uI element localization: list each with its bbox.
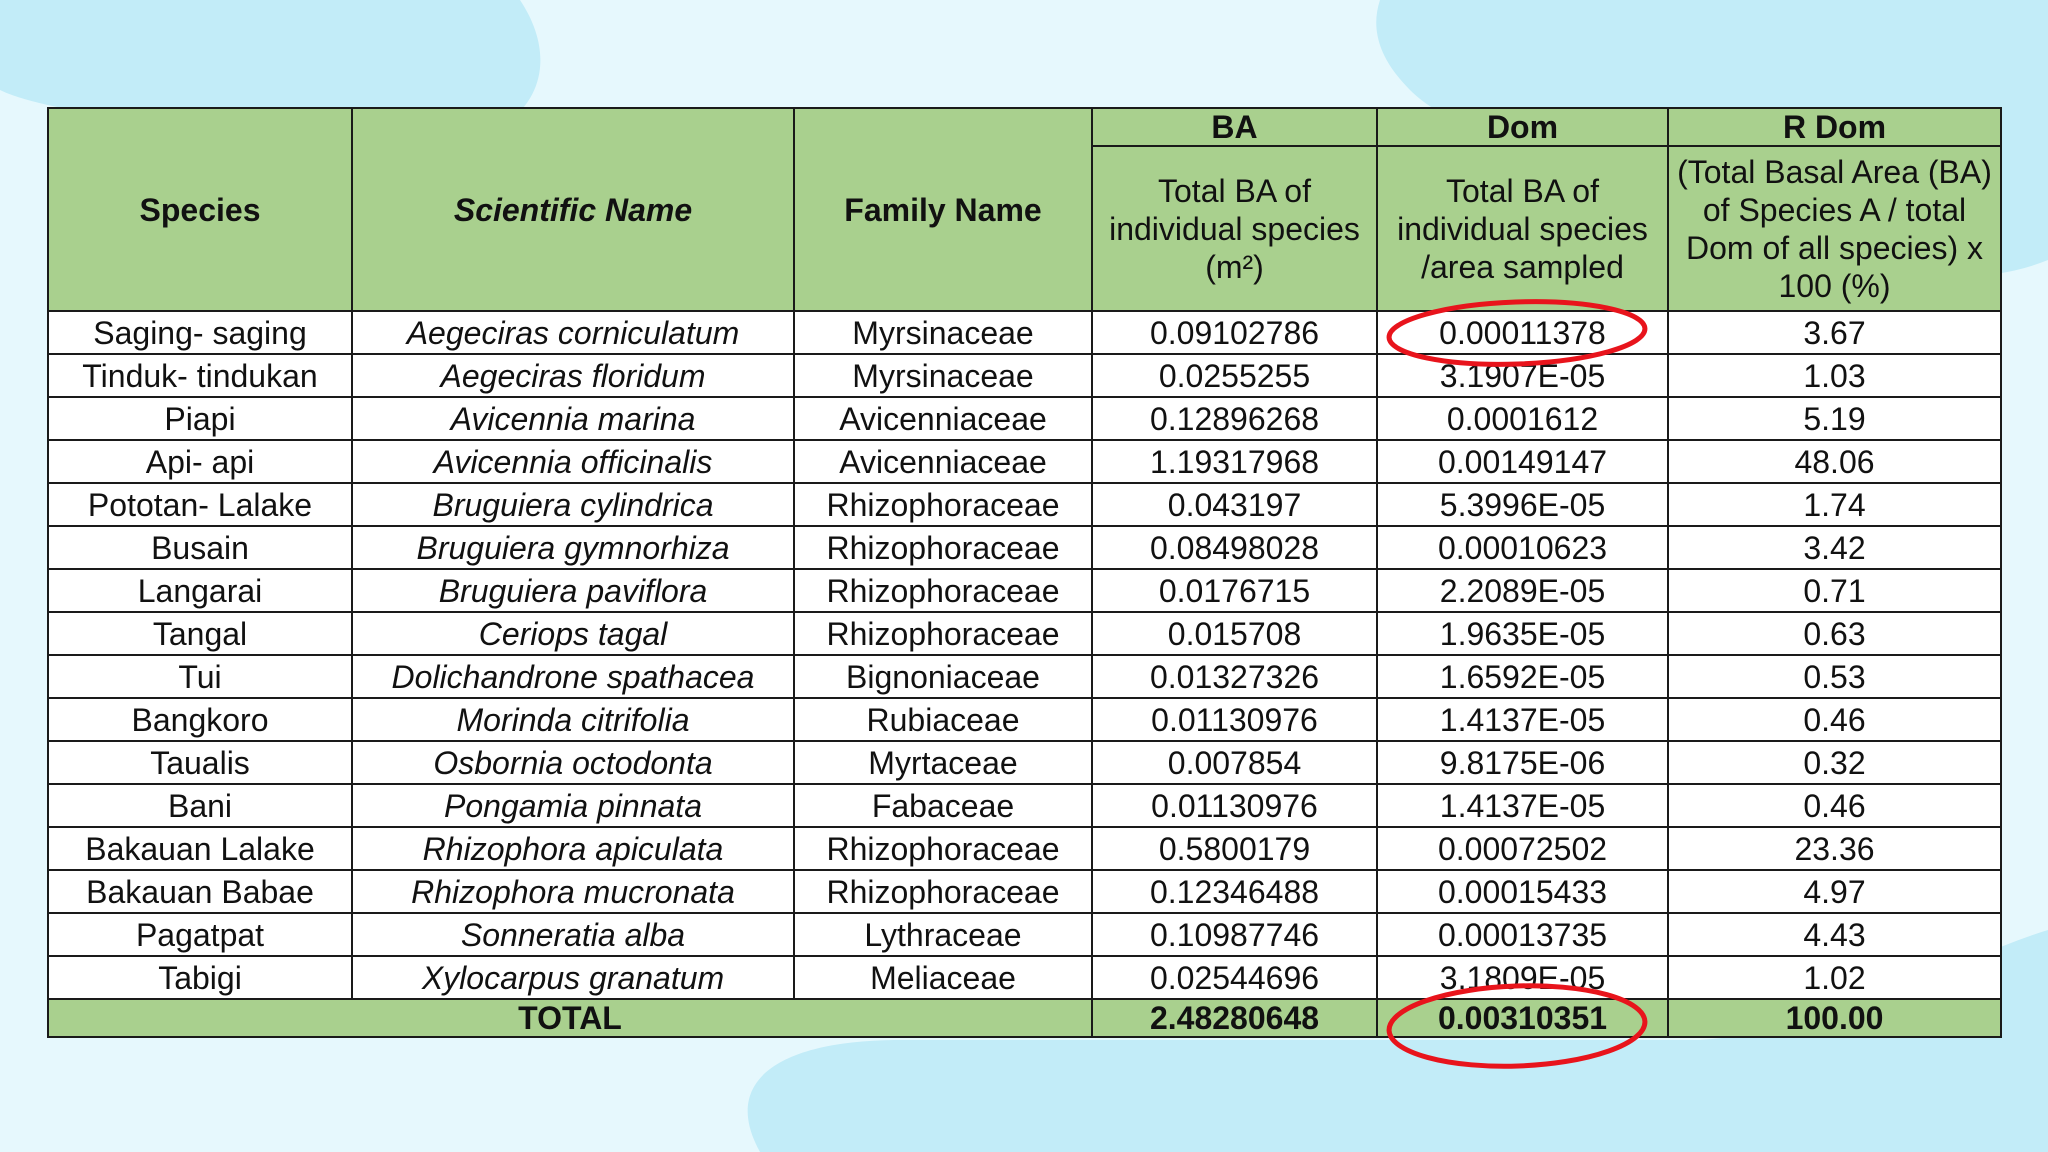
cell-scientific-name: Morinda citrifolia — [352, 698, 794, 741]
total-dom: 0.00310351 — [1377, 999, 1668, 1037]
total-row — [48, 999, 2001, 1037]
cell-dom: 2.2089E-05 — [1377, 569, 1668, 612]
cell-ba: 0.12346488 — [1092, 870, 1377, 913]
cell-rdom: 0.46 — [1668, 784, 2001, 827]
cell-dom: 3.1809E-05 — [1377, 956, 1668, 999]
cell-ba: 0.02544696 — [1092, 956, 1377, 999]
cell-species: Tinduk- tindukan — [48, 354, 352, 397]
cell-rdom: 1.02 — [1668, 956, 2001, 999]
table-row — [48, 354, 2001, 397]
cell-family-name: Avicenniaceae — [794, 397, 1092, 440]
header-rdom-description: (Total Basal Area (BA) of Species A / total Dom of all species) x 100 (%) — [1668, 146, 2001, 311]
table-container — [47, 107, 2000, 1038]
cell-dom: 0.00013735 — [1377, 913, 1668, 956]
cell-ba: 0.09102786 — [1092, 311, 1377, 354]
cell-species: Bangkoro — [48, 698, 352, 741]
cell-scientific-name: Aegeciras corniculatum — [352, 311, 794, 354]
table-row — [48, 483, 2001, 526]
cell-rdom: 4.43 — [1668, 913, 2001, 956]
table-row — [48, 655, 2001, 698]
header-rdom: R Dom — [1668, 108, 2001, 146]
cell-dom: 0.00149147 — [1377, 440, 1668, 483]
cell-family-name: Lythraceae — [794, 913, 1092, 956]
header-ba: BA — [1092, 108, 1377, 146]
cell-ba: 0.5800179 — [1092, 827, 1377, 870]
cell-family-name: Rubiaceae — [794, 698, 1092, 741]
cell-rdom: 3.67 — [1668, 311, 2001, 354]
cell-species: Api- api — [48, 440, 352, 483]
cell-species: Piapi — [48, 397, 352, 440]
cell-scientific-name: Sonneratia alba — [352, 913, 794, 956]
cell-rdom: 1.03 — [1668, 354, 2001, 397]
table-row — [48, 870, 2001, 913]
cell-rdom: 0.53 — [1668, 655, 2001, 698]
total-rdom: 100.00 — [1668, 999, 2001, 1037]
cell-ba: 1.19317968 — [1092, 440, 1377, 483]
cell-scientific-name: Ceriops tagal — [352, 612, 794, 655]
cell-scientific-name: Aegeciras floridum — [352, 354, 794, 397]
table-row — [48, 311, 2001, 354]
table-row — [48, 784, 2001, 827]
cell-scientific-name: Rhizophora mucronata — [352, 870, 794, 913]
cell-family-name: Rhizophoraceae — [794, 526, 1092, 569]
cell-ba: 0.01130976 — [1092, 698, 1377, 741]
header-family-name: Family Name — [794, 108, 1092, 311]
table-row — [48, 612, 2001, 655]
header-row-group — [48, 108, 2001, 146]
table-row — [48, 698, 2001, 741]
cell-species: Taualis — [48, 741, 352, 784]
cell-ba: 0.10987746 — [1092, 913, 1377, 956]
table-row — [48, 526, 2001, 569]
cell-scientific-name: Dolichandrone spathacea — [352, 655, 794, 698]
cell-species: Tangal — [48, 612, 352, 655]
cell-family-name: Rhizophoraceae — [794, 612, 1092, 655]
cell-species: Langarai — [48, 569, 352, 612]
cell-ba: 0.0255255 — [1092, 354, 1377, 397]
cell-rdom: 0.32 — [1668, 741, 2001, 784]
cell-family-name: Meliaceae — [794, 956, 1092, 999]
cell-ba: 0.08498028 — [1092, 526, 1377, 569]
header-dom-description: Total BA of individual species /area sampled — [1377, 146, 1668, 311]
cell-scientific-name: Pongamia pinnata — [352, 784, 794, 827]
cell-ba: 0.043197 — [1092, 483, 1377, 526]
cell-scientific-name: Xylocarpus granatum — [352, 956, 794, 999]
cell-species: Pagatpat — [48, 913, 352, 956]
cell-rdom: 5.19 — [1668, 397, 2001, 440]
table-row — [48, 741, 2001, 784]
table-row — [48, 569, 2001, 612]
cell-family-name: Rhizophoraceae — [794, 827, 1092, 870]
cell-family-name: Myrsinaceae — [794, 354, 1092, 397]
header-dom: Dom — [1377, 108, 1668, 146]
cell-rdom: 48.06 — [1668, 440, 2001, 483]
cell-scientific-name: Bruguiera cylindrica — [352, 483, 794, 526]
cell-dom: 9.8175E-06 — [1377, 741, 1668, 784]
cell-scientific-name: Avicennia officinalis — [352, 440, 794, 483]
header-ba-description: Total BA of individual species (m²) — [1092, 146, 1377, 311]
cell-dom: 0.00072502 — [1377, 827, 1668, 870]
cell-species: Bani — [48, 784, 352, 827]
table-row — [48, 397, 2001, 440]
cell-dom: 1.6592E-05 — [1377, 655, 1668, 698]
cell-dom: 1.4137E-05 — [1377, 784, 1668, 827]
cell-family-name: Fabaceae — [794, 784, 1092, 827]
cell-dom: 0.00015433 — [1377, 870, 1668, 913]
cell-scientific-name: Bruguiera gymnorhiza — [352, 526, 794, 569]
cell-rdom: 23.36 — [1668, 827, 2001, 870]
cell-family-name: Rhizophoraceae — [794, 483, 1092, 526]
cell-family-name: Rhizophoraceae — [794, 569, 1092, 612]
cell-dom: 5.3996E-05 — [1377, 483, 1668, 526]
cell-rdom: 0.71 — [1668, 569, 2001, 612]
cell-ba: 0.0176715 — [1092, 569, 1377, 612]
cell-rdom: 1.74 — [1668, 483, 2001, 526]
cell-dom: 1.4137E-05 — [1377, 698, 1668, 741]
cell-species: Bakauan Babae — [48, 870, 352, 913]
cell-scientific-name: Bruguiera paviflora — [352, 569, 794, 612]
cell-ba: 0.015708 — [1092, 612, 1377, 655]
cell-dom: 0.00010623 — [1377, 526, 1668, 569]
cell-family-name: Bignoniaceae — [794, 655, 1092, 698]
cell-family-name: Avicenniaceae — [794, 440, 1092, 483]
total-label: TOTAL — [48, 999, 1092, 1037]
table-row — [48, 827, 2001, 870]
cell-family-name: Rhizophoraceae — [794, 870, 1092, 913]
dominance-table — [47, 107, 2002, 1038]
cell-ba: 0.12896268 — [1092, 397, 1377, 440]
cell-ba: 0.01130976 — [1092, 784, 1377, 827]
table-row — [48, 913, 2001, 956]
cell-dom: 0.00011378 — [1377, 311, 1668, 354]
table-row — [48, 956, 2001, 999]
cell-scientific-name: Rhizophora apiculata — [352, 827, 794, 870]
cell-rdom: 0.63 — [1668, 612, 2001, 655]
cell-ba: 0.01327326 — [1092, 655, 1377, 698]
cell-rdom: 3.42 — [1668, 526, 2001, 569]
table-row — [48, 440, 2001, 483]
cell-rdom: 0.46 — [1668, 698, 2001, 741]
header-species: Species — [48, 108, 352, 311]
cell-dom: 1.9635E-05 — [1377, 612, 1668, 655]
cell-family-name: Myrsinaceae — [794, 311, 1092, 354]
cell-species: Busain — [48, 526, 352, 569]
cell-species: Pototan- Lalake — [48, 483, 352, 526]
cell-species: Bakauan Lalake — [48, 827, 352, 870]
cell-species: Tabigi — [48, 956, 352, 999]
cell-ba: 0.007854 — [1092, 741, 1377, 784]
cell-family-name: Myrtaceae — [794, 741, 1092, 784]
cell-species: Tui — [48, 655, 352, 698]
cell-dom: 0.0001612 — [1377, 397, 1668, 440]
total-ba: 2.48280648 — [1092, 999, 1377, 1037]
cell-scientific-name: Osbornia octodonta — [352, 741, 794, 784]
cell-scientific-name: Avicennia marina — [352, 397, 794, 440]
cell-rdom: 4.97 — [1668, 870, 2001, 913]
header-scientific-name: Scientific Name — [352, 108, 794, 311]
cell-dom: 3.1907E-05 — [1377, 354, 1668, 397]
cell-species: Saging- saging — [48, 311, 352, 354]
